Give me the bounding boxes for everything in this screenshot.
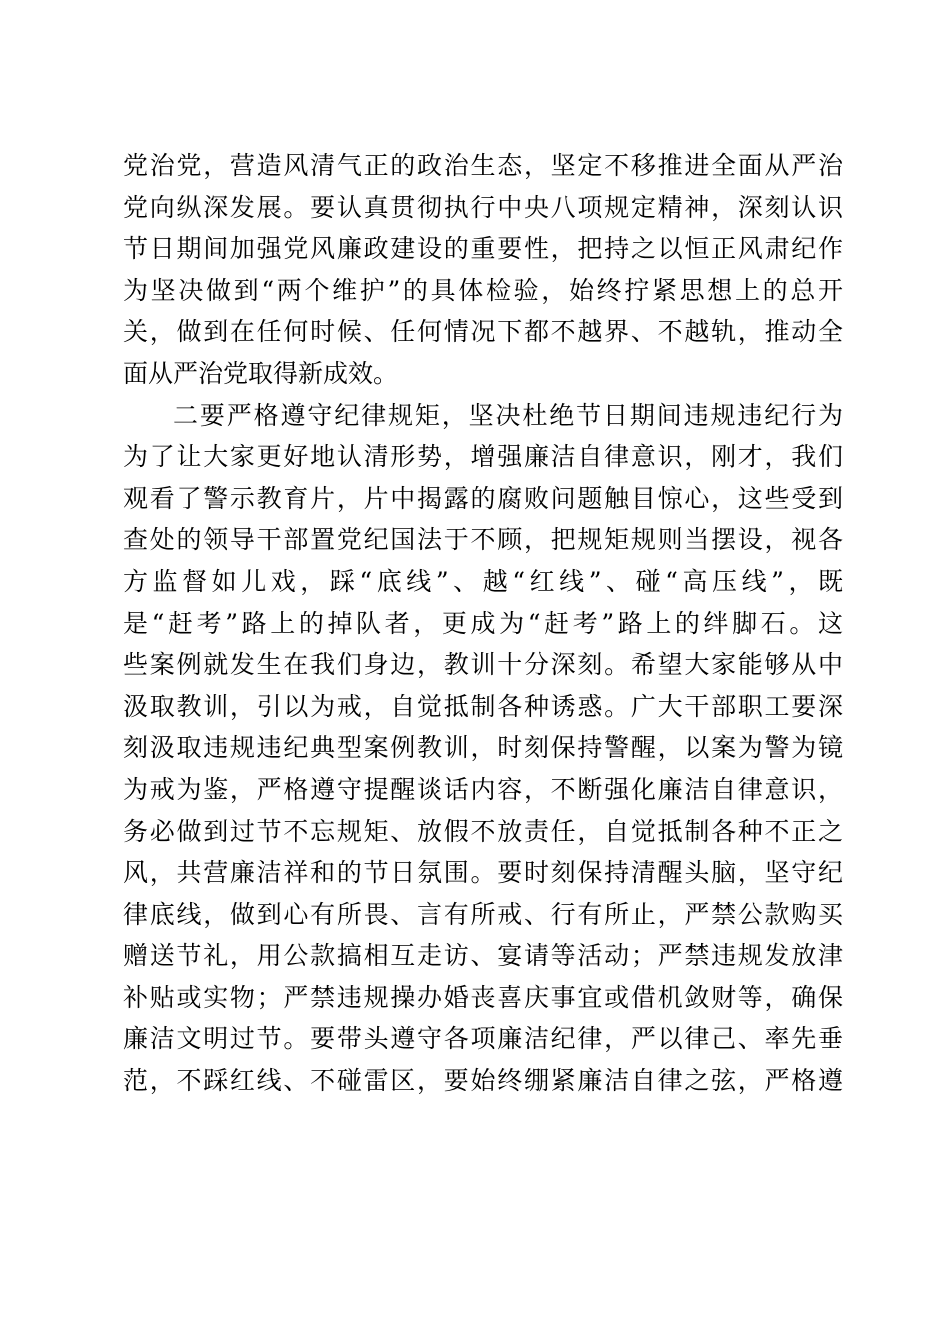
text-line-13: 些案例就发生在我们身边，教训十分深刻。希望大家能够从中 [123, 650, 843, 680]
section-heading-line: 二要严格遵守纪律规矩，坚决杜绝节日期间违规违纪行为 [173, 400, 843, 430]
text-line-14: 汲取教训，引以为戒，自觉抵制各种诱惑。广大干部职工要深 [123, 691, 843, 721]
text-line-18: 风，共营廉洁祥和的节日氛围。要时刻保持清醒头脑，坚守纪 [123, 858, 843, 888]
text-line-22: 廉洁文明过节。要带头遵守各项廉洁纪律，严以律己、率先垂 [123, 1024, 843, 1054]
text-line-20: 赠送节礼，用公款搞相互走访、宴请等活动；严禁违规发放津 [123, 941, 843, 971]
text-line-15: 刻汲取违规违纪典型案例教训，时刻保持警醒，以案为警为镜 [123, 733, 843, 763]
text-line-17: 务必做到过节不忘规矩、放假不放责任，自觉抵制各种不正之 [123, 816, 843, 846]
text-line-3: 节日期间加强党风廉政建设的重要性，把持之以恒正风肃纪作 [123, 234, 843, 264]
text-line-16: 为戒为鉴，严格遵守提醒谈话内容，不断强化廉洁自律意识， [123, 774, 843, 804]
body-text [123, 145, 843, 1102]
text-line-10: 查处的领导干部置党纪国法于不顾，把规矩规则当摆设，视各 [123, 525, 843, 555]
text-line-4: 为坚决做到“两个维护”的具体检验，始终拧紧思想上的总开 [123, 275, 843, 305]
text-line-8: 为了让大家更好地认清形势，增强廉洁自律意识，刚才，我们 [123, 442, 843, 472]
text-line-11: 方监督如儿戏，踩“底线”、越“红线”、碰“高压线”，既 [123, 566, 843, 596]
text-line-5: 关，做到在任何时候、任何情况下都不越界、不越轨，推动全 [123, 317, 843, 347]
text-line-12: 是“赶考”路上的掉队者，更成为“赶考”路上的绊脚石。这 [123, 608, 843, 638]
text-line-23: 范，不踩红线、不碰雷区，要始终绷紧廉洁自律之弦，严格遵 [123, 1066, 843, 1096]
text-line-9: 观看了警示教育片，片中揭露的腐败问题触目惊心，这些受到 [123, 483, 843, 513]
text-line-21: 补贴或实物；严禁违规操办婚丧喜庆事宜或借机敛财等，确保 [123, 982, 843, 1012]
text-line-19: 律底线，做到心有所畏、言有所戒、行有所止，严禁公款购买 [123, 899, 843, 929]
text-line-1: 党治党，营造风清气正的政治生态，坚定不移推进全面从严治 [123, 151, 843, 180]
text-line-6: 面从严治党取得新成效。 [123, 358, 399, 388]
text-line-2: 党向纵深发展。要认真贯彻执行中央八项规定精神，深刻认识 [123, 192, 843, 222]
